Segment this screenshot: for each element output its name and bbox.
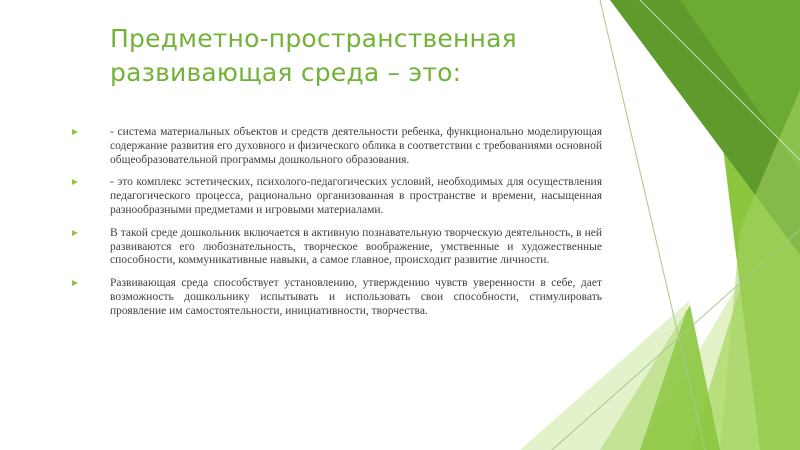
bullet-arrow-icon xyxy=(72,129,78,135)
bullet-arrow-icon xyxy=(72,230,78,236)
bullet-text: - система материальных объектов и средств деятельности ребенка, функционально моделирующая содержание развития его духовного и физического облика в соответствии с требованиями основной общеобразовательной программы дошкольного образования. xyxy=(110,126,602,166)
bullet-text: - это комплекс эстетических, психолого-педагогических условий, необходимых для осуществления педагогического процесса, рационально организованная в пространстве и времени, насыщенная разнообразными предметами и игровыми материалами. xyxy=(110,176,602,216)
bullet-list xyxy=(72,126,602,328)
bullet-arrow-icon xyxy=(72,179,78,185)
bullet-item xyxy=(72,176,602,217)
bullet-item xyxy=(72,277,602,318)
slide-title-line-2: развивающая среда – это: xyxy=(110,58,462,87)
slide-title-line-1: Предметно-пространственная xyxy=(110,24,517,53)
bullet-text: В такой среде дошкольник включается в активную познавательную творческую деятельность, в ней развиваются его любознательность, творческое воображение, умственные и художественные способности, коммуникативные навыки, а самое главное, происходит развитие личности. xyxy=(110,226,602,267)
bullet-item xyxy=(72,126,602,167)
bullet-text: Развивающая среда способствует установлению, утверждению чувств уверенности в себе, дает возможность дошкольнику испытывать и использовать свои способности, стимулировать проявление им самостоятельности, инициативности, творчества. xyxy=(110,277,602,317)
slide-title xyxy=(110,22,570,90)
bullet-item xyxy=(72,227,602,268)
bullet-arrow-icon xyxy=(72,280,78,286)
